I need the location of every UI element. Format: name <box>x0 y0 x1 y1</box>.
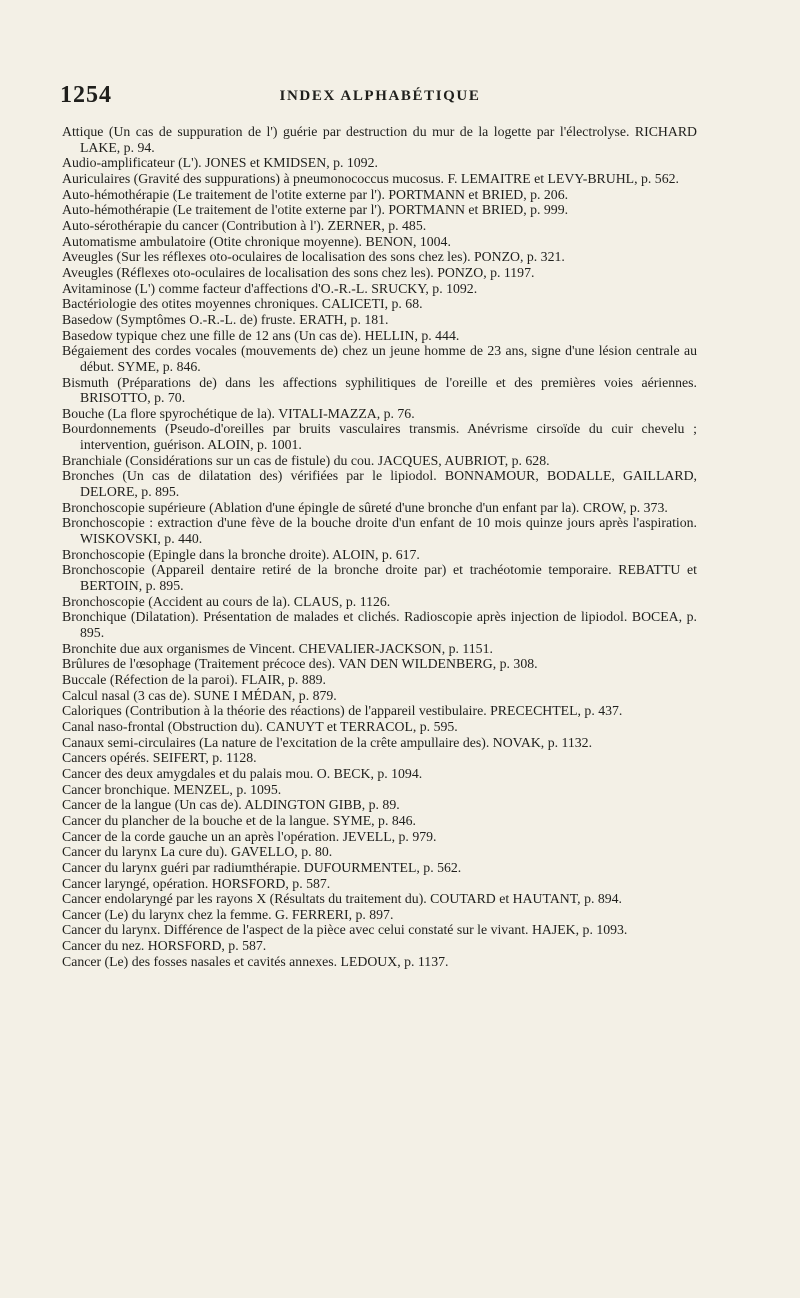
index-entry: Bactériologie des otites moyennes chroniques. CALICETI, p. 68. <box>62 296 423 312</box>
index-entry: Avitaminose (L') comme facteur d'affections d'O.-R.-L. SRUCKY, p. 1092. <box>62 280 478 296</box>
index-entry: Bronchoscopie : extraction d'une fève de la bouche droite d'un enfant de 10 mois quinze jours après l'aspiration. WISKOVSKI, p. 440. <box>62 515 697 547</box>
index-entry: Bronchoscopie supérieure (Ablation d'une épingle de sûreté d'une bronche d'un enfant par la). CROW, p. 373. <box>62 499 668 515</box>
index-entry: Buccale (Réfection de la paroi). FLAIR, p. 889. <box>62 671 326 687</box>
index-entry: Bourdonnements (Pseudo-d'oreilles par bruits vasculaires transmis. Anévrisme cirsoïde du cuir chevelu ; intervention, guérison. ALOIN, p. 1001. <box>62 421 697 453</box>
index-entry: Bronchoscopie (Epingle dans la bronche droite). ALOIN, p. 617. <box>62 546 420 562</box>
index-entries <box>62 124 697 969</box>
index-entry: Bronchite due aux organismes de Vincent. CHEVALIER-JACKSON, p. 1151. <box>62 640 493 656</box>
index-entry: Bismuth (Préparations de) dans les affections syphilitiques de l'oreille et des premières voies aériennes. BRISOTTO, p. 70. <box>62 374 697 406</box>
index-entry: Audio-amplificateur (L'). JONES et KMIDSEN, p. 1092. <box>62 155 378 171</box>
index-entry: Cancer de la corde gauche un an après l'opération. JEVELL, p. 979. <box>62 828 437 844</box>
index-entry: Bronchoscopie (Accident au cours de la). CLAUS, p. 1126. <box>62 593 391 609</box>
index-entry: Canaux semi-circulaires (La nature de l'excitation de la crête ampullaire des). NOVAK, p. 1132. <box>62 734 593 750</box>
index-entry: Cancer du larynx La cure du). GAVELLO, p. 80. <box>62 844 333 860</box>
index-entry: Cancer (Le) du larynx chez la femme. G. FERRERI, p. 897. <box>62 906 394 922</box>
index-entry: Bégaiement des cordes vocales (mouvements de) chez un jeune homme de 23 ans, signe d'une lésion centrale au début. SYME, p. 846. <box>62 343 697 374</box>
index-entry: Attique (Un cas de suppuration de l') guérie par destruction du mur de la logette par l'électrolyse. RICHARD LAKE, p. 94. <box>62 124 697 155</box>
index-entry: Canal naso-frontal (Obstruction du). CANUYT et TERRACOL, p. 595. <box>62 718 458 734</box>
index-entry: Bronchique (Dilatation). Présentation de malades et clichés. Radioscopie après injection de lipiodol. BOCEA, p. 895. <box>62 609 697 640</box>
index-entry: Cancer des deux amygdales et du palais mou. O. BECK, p. 1094. <box>62 765 423 781</box>
index-entry: Aveugles (Sur les réflexes oto-oculaires de localisation des sons chez les). PONZO, p. 321. <box>62 249 565 265</box>
index-entry: Brûlures de l'œsophage (Traitement précoce des). VAN DEN WILDENBERG, p. 308. <box>62 656 538 672</box>
index-entry: Cancer endolaryngé par les rayons X (Résultats du traitement du). COUTARD et HAUTANT, p. 894. <box>62 891 623 907</box>
index-entry: Cancer du plancher de la bouche et de la langue. SYME, p. 846. <box>62 812 417 828</box>
index-entry: Bronches (Un cas de dilatation des) vérifiées par le lipiodol. BONNAMOUR, BODALLE, GAILLARD, DELORE, p. 895. <box>62 468 697 500</box>
index-entry: Cancer laryngé, opération. HORSFORD, p. 587. <box>62 875 331 891</box>
index-entry: Bouche (La flore spyrochétique de la). VITALI-MAZZA, p. 76. <box>62 405 415 421</box>
index-entry: Auriculaires (Gravité des suppurations) à pneumonococcus mucosus. F. LEMAITRE et LEVY-BRUHL, p. 562. <box>62 170 679 186</box>
index-entry: Cancer du larynx guéri par radiumthérapie. DUFOURMENTEL, p. 562. <box>62 859 462 875</box>
index-entry: Cancer du nez. HORSFORD, p. 587. <box>62 938 267 954</box>
index-entry: Basedow (Symptômes O.-R.-L. de) fruste. ERATH, p. 181. <box>62 311 389 327</box>
index-entry: Cancers opérés. SEIFERT, p. 1128. <box>62 750 257 766</box>
page-number: 1254 <box>60 82 112 108</box>
index-entry: Basedow typique chez une fille de 12 ans (Un cas de). HELLIN, p. 444. <box>62 327 460 343</box>
index-entry: Auto-hémothérapie (Le traitement de l'otite externe par l'). PORTMANN et BRIED, p. 206. <box>62 186 569 202</box>
index-entry: Caloriques (Contribution à la théorie des réactions) de l'appareil vestibulaire. PRECECHTEL, p. 437. <box>62 703 623 719</box>
index-entry: Cancer (Le) des fosses nasales et cavités annexes. LEDOUX, p. 1137. <box>62 953 449 969</box>
index-entry: Calcul nasal (3 cas de). SUNE I MÉDAN, p. 879. <box>62 687 337 703</box>
index-entry: Automatisme ambulatoire (Otite chronique moyenne). BENON, 1004. <box>62 233 451 249</box>
index-entry: Branchiale (Considérations sur un cas de fistule) du cou. JACQUES, AUBRIOT, p. 628. <box>62 452 550 468</box>
running-title: INDEX ALPHABÉTIQUE <box>279 88 481 104</box>
index-entry: Bronchoscopie (Appareil dentaire retiré de la bronche droite par) et trachéotomie temporaire. REBATTU et BERTOIN, p. 895. <box>62 562 697 594</box>
index-entry: Cancer du larynx. Différence de l'aspect de la pièce avec celui constaté sur le vivant. HAJEK, p. 1093. <box>62 922 628 938</box>
index-entry: Auto-hémothérapie (Le traitement de l'otite externe par l'). PORTMANN et BRIED, p. 999. <box>62 202 569 218</box>
index-entry: Auto-sérothérapie du cancer (Contribution à l'). ZERNER, p. 485. <box>62 217 427 233</box>
page-header <box>60 82 700 106</box>
index-entry: Aveugles (Réflexes oto-oculaires de localisation des sons chez les). PONZO, p. 1197. <box>62 264 535 280</box>
index-entry: Cancer bronchique. MENZEL, p. 1095. <box>62 781 282 797</box>
index-entry: Cancer de la langue (Un cas de). ALDINGTON GIBB, p. 89. <box>62 797 400 813</box>
